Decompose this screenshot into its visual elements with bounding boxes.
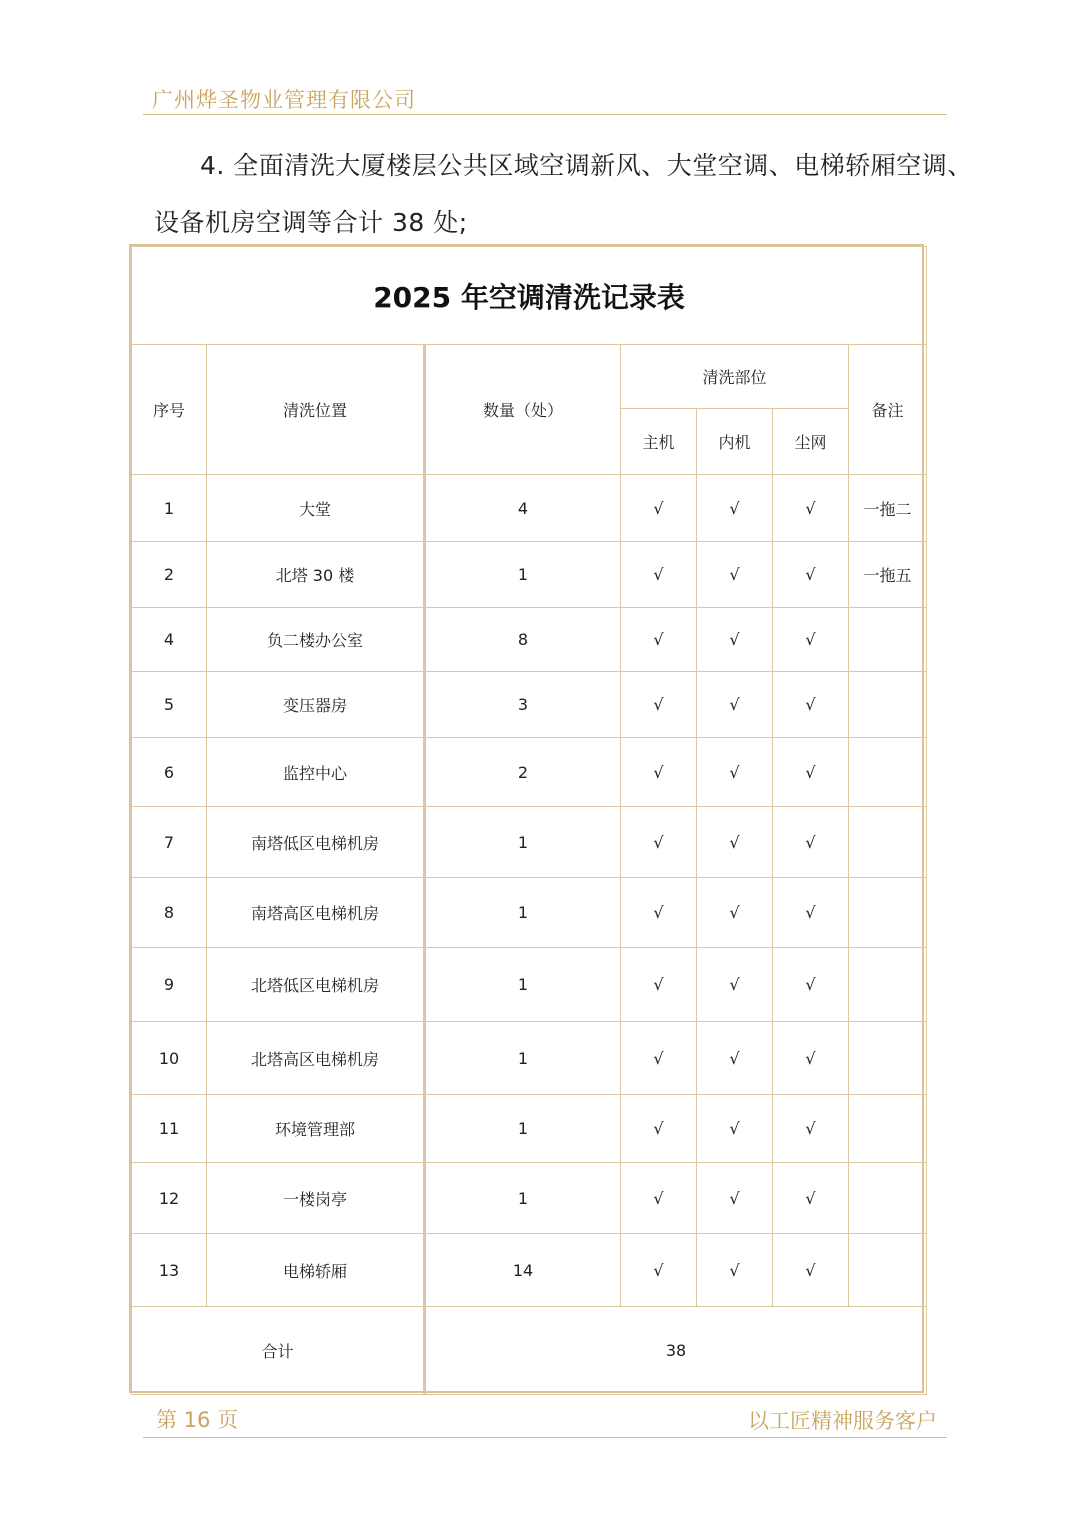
row-remark (849, 1095, 927, 1163)
row-check-filter: √ (773, 738, 849, 807)
footer-slogan: 以工匠精神服务客户 (748, 1409, 937, 1433)
row-quantity: 8 (425, 608, 621, 672)
row-remark (849, 738, 927, 807)
row-index: 11 (132, 1095, 207, 1163)
paragraph-line-1: 4. 全面清洗大厦楼层公共区域空调新风、大堂空调、电梯轿厢空调、 (200, 151, 973, 180)
row-check-main: √ (621, 672, 697, 738)
row-index: 5 (132, 672, 207, 738)
table-row (132, 608, 927, 672)
header-location: 清洗位置 (207, 345, 425, 475)
table-row (132, 1234, 927, 1307)
header-parts-group: 清洗部位 (621, 345, 849, 409)
row-check-main: √ (621, 1022, 697, 1095)
row-check-main: √ (621, 878, 697, 948)
row-location: 北塔低区电梯机房 (207, 948, 425, 1022)
row-location: 南塔高区电梯机房 (207, 878, 425, 948)
row-remark (849, 1022, 927, 1095)
row-location: 负二楼办公室 (207, 608, 425, 672)
total-value: 38 (425, 1307, 927, 1395)
row-index: 1 (132, 475, 207, 542)
row-check-inner: √ (697, 1095, 773, 1163)
row-index: 12 (132, 1163, 207, 1234)
row-location: 监控中心 (207, 738, 425, 807)
row-check-main: √ (621, 1095, 697, 1163)
row-location: 环境管理部 (207, 1095, 425, 1163)
row-remark: 一拖二 (849, 475, 927, 542)
row-quantity: 1 (425, 807, 621, 878)
row-check-inner: √ (697, 1234, 773, 1307)
page-number: 第 16 页 (156, 1408, 239, 1432)
company-name: 广州烨圣物业管理有限公司 (152, 88, 416, 112)
header-remark: 备注 (849, 345, 927, 475)
row-check-inner: √ (697, 1163, 773, 1234)
row-remark: 一拖五 (849, 542, 927, 608)
row-index: 13 (132, 1234, 207, 1307)
table-row (132, 948, 927, 1022)
row-check-inner: √ (697, 807, 773, 878)
row-quantity: 1 (425, 948, 621, 1022)
row-check-main: √ (621, 1163, 697, 1234)
row-remark (849, 878, 927, 948)
table-title: 2025 年空调清洗记录表 (132, 247, 927, 345)
row-check-inner: √ (697, 475, 773, 542)
row-location: 变压器房 (207, 672, 425, 738)
row-location: 一楼岗亭 (207, 1163, 425, 1234)
row-check-inner: √ (697, 542, 773, 608)
row-check-inner: √ (697, 672, 773, 738)
row-index: 4 (132, 608, 207, 672)
header-part-filter: 尘网 (773, 409, 849, 475)
row-check-filter: √ (773, 807, 849, 878)
row-remark (849, 948, 927, 1022)
row-quantity: 14 (425, 1234, 621, 1307)
footer-divider (143, 1437, 947, 1438)
row-index: 10 (132, 1022, 207, 1095)
row-quantity: 4 (425, 475, 621, 542)
row-location: 电梯轿厢 (207, 1234, 425, 1307)
row-quantity: 1 (425, 1022, 621, 1095)
table-row (132, 475, 927, 542)
row-quantity: 3 (425, 672, 621, 738)
row-check-filter: √ (773, 1095, 849, 1163)
row-quantity: 2 (425, 738, 621, 807)
row-check-inner: √ (697, 1022, 773, 1095)
header-index: 序号 (132, 345, 207, 475)
row-check-filter: √ (773, 948, 849, 1022)
row-index: 2 (132, 542, 207, 608)
row-index: 9 (132, 948, 207, 1022)
row-check-main: √ (621, 948, 697, 1022)
row-check-main: √ (621, 1234, 697, 1307)
row-quantity: 1 (425, 878, 621, 948)
table-row (132, 738, 927, 807)
row-check-main: √ (621, 738, 697, 807)
row-check-filter: √ (773, 1163, 849, 1234)
row-location: 北塔 30 楼 (207, 542, 425, 608)
header-part-inner: 内机 (697, 409, 773, 475)
header-quantity: 数量（处） (425, 345, 621, 475)
row-remark (849, 672, 927, 738)
header-divider (143, 114, 947, 115)
table-row (132, 807, 927, 878)
row-remark (849, 1163, 927, 1234)
row-check-filter: √ (773, 542, 849, 608)
row-check-filter: √ (773, 1022, 849, 1095)
table-row (132, 878, 927, 948)
row-quantity: 1 (425, 1163, 621, 1234)
row-remark (849, 807, 927, 878)
row-check-filter: √ (773, 475, 849, 542)
row-remark (849, 1234, 927, 1307)
row-check-inner: √ (697, 608, 773, 672)
table-row (132, 1163, 927, 1234)
header-part-main: 主机 (621, 409, 697, 475)
row-check-main: √ (621, 608, 697, 672)
cleaning-record-table (129, 244, 924, 1393)
total-row (132, 1307, 927, 1395)
row-check-main: √ (621, 475, 697, 542)
row-index: 8 (132, 878, 207, 948)
row-check-filter: √ (773, 878, 849, 948)
table-row (132, 1022, 927, 1095)
row-index: 7 (132, 807, 207, 878)
row-check-main: √ (621, 542, 697, 608)
row-quantity: 1 (425, 542, 621, 608)
table-row (132, 1095, 927, 1163)
row-check-inner: √ (697, 738, 773, 807)
row-location: 北塔高区电梯机房 (207, 1022, 425, 1095)
total-label: 合计 (132, 1307, 425, 1395)
row-check-filter: √ (773, 608, 849, 672)
row-check-filter: √ (773, 672, 849, 738)
row-remark (849, 608, 927, 672)
row-location: 大堂 (207, 475, 425, 542)
row-check-inner: √ (697, 878, 773, 948)
row-quantity: 1 (425, 1095, 621, 1163)
row-check-filter: √ (773, 1234, 849, 1307)
row-location: 南塔低区电梯机房 (207, 807, 425, 878)
table-row (132, 542, 927, 608)
table-row (132, 672, 927, 738)
paragraph-line-2: 设备机房空调等合计 38 处; (154, 208, 468, 237)
row-index: 6 (132, 738, 207, 807)
row-check-inner: √ (697, 948, 773, 1022)
row-check-main: √ (621, 807, 697, 878)
